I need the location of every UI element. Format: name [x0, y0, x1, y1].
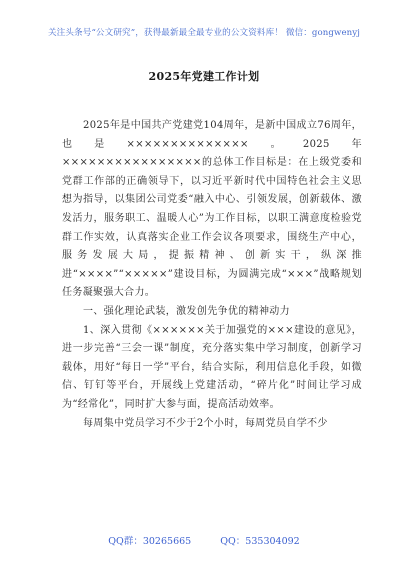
- paragraph-item-1: 1、深入贯彻《××××××关于加强党的×××建设的意见》，进一步完善“三会一课”制度，充分落实集中学习制度，创新学习载体，用好“每日一学”平台，结合实际，利用信息化手段，如微信、钉钉等平台，开展线上党建活动，“碎片化”时间让学习成为“经常化”，同时扩大参与面，提高活动效率。: [62, 324, 362, 410]
- header-promo-note: 关注头条号“公文研究”，获得最新最全最专业的公文资料库！ 微信：gongwenyj: [47, 28, 361, 38]
- paragraph-intro: 2025年是中国共产党建党104周年，是新中国成立76周年，也是××××××××××××××。2025年××××××××××××××××的总体工作目标是：在上级党委和党群工作部的正确领导下，以习近平新时代中国特色社会主义思想为指导，以集团公司党委“融入中心、引领发展，创新载体、激发活力，服务职工、温暖人心”为工作目标，以职工满意度检验党群工作实效，认真落实企业工作会议各项要求，围绕生产中心，服务发展大局，提振精神、创新实干，纵深推进“××××”“×××××”建设目标，为圆满完成“×××”战略规划任务凝聚强大合力。: [62, 120, 362, 299]
- paragraph-continued: 每周集中党员学习不少于2个小时，每周党员自学不少: [83, 417, 328, 429]
- section-heading-1: 一、强化理论武装，激发创先争优的精神动力: [83, 305, 290, 317]
- document-body: [62, 117, 362, 433]
- document-title: 2025年党建工作计划: [148, 70, 260, 83]
- footer-qq: QQ：535304092: [220, 536, 300, 547]
- footer-qq-group: QQ群：30265665: [108, 536, 192, 547]
- footer-contact: [0, 533, 408, 547]
